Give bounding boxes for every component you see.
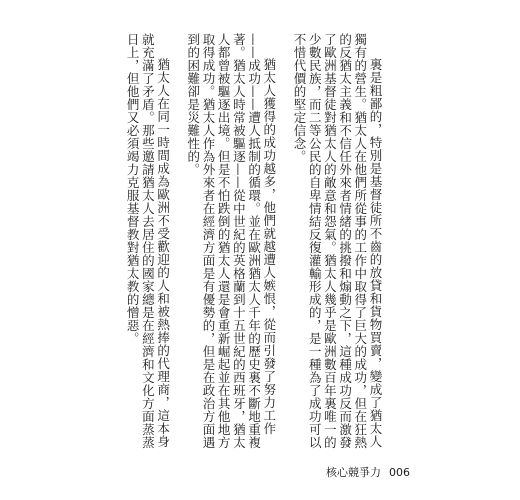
paragraph-2: 猶太人獲得的成功越多，他們就越遭人嫉恨，從而引發了努力工作——成功——遭人抵制的循環。並在歐洲猶太人千年的歷史裏不斷地重複著。猶太人時常被驅逐——從中世紀的英格蘭到十五世紀的西班牙，猶太人都曾被驅逐出境。但是不怕跌倒的猶太人還是會重新崛起並在其他地方取得成功。猶太人作為外來者在經濟方面是有優勢的，但是在政治方面遇到的困難卻是災難性的。 xyxy=(185,33,277,449)
page-number: 006 xyxy=(389,466,410,479)
body-text xyxy=(125,33,383,457)
paragraph-1: 裏是粗鄙的，特別是基督徒所不齒的放貸和貨物買賣，變成了猶太人獨有的營生。猶太人在他們所從事的工作中取得了巨大的成功，但在狂熱的反猶太主義和不信任外來者情緒的挑撥和煽動之下，這種成功反而激發了歐洲基督徒對猶太人的敵意和怨氣。猶太人幾乎是歐洲數百年裏唯一的少數民族，而二等公民的自卑情結反復灌輸形成的，是一種為了成功可以不惜代價的堅定信念。 xyxy=(291,33,383,449)
page-footer xyxy=(326,464,410,480)
paragraph-3: 猶太人在同一時間成為歐洲不受歡迎的人和被熱捧的代理商，這本身就充滿了矛盾。那些邀請猶太人去居住的國家總是在經濟和文化方面蒸蒸日上，但他們又必須竭力克服基督教對猶太教的憎惡。 xyxy=(125,33,171,449)
running-title: 核心競爭力 xyxy=(326,466,381,479)
